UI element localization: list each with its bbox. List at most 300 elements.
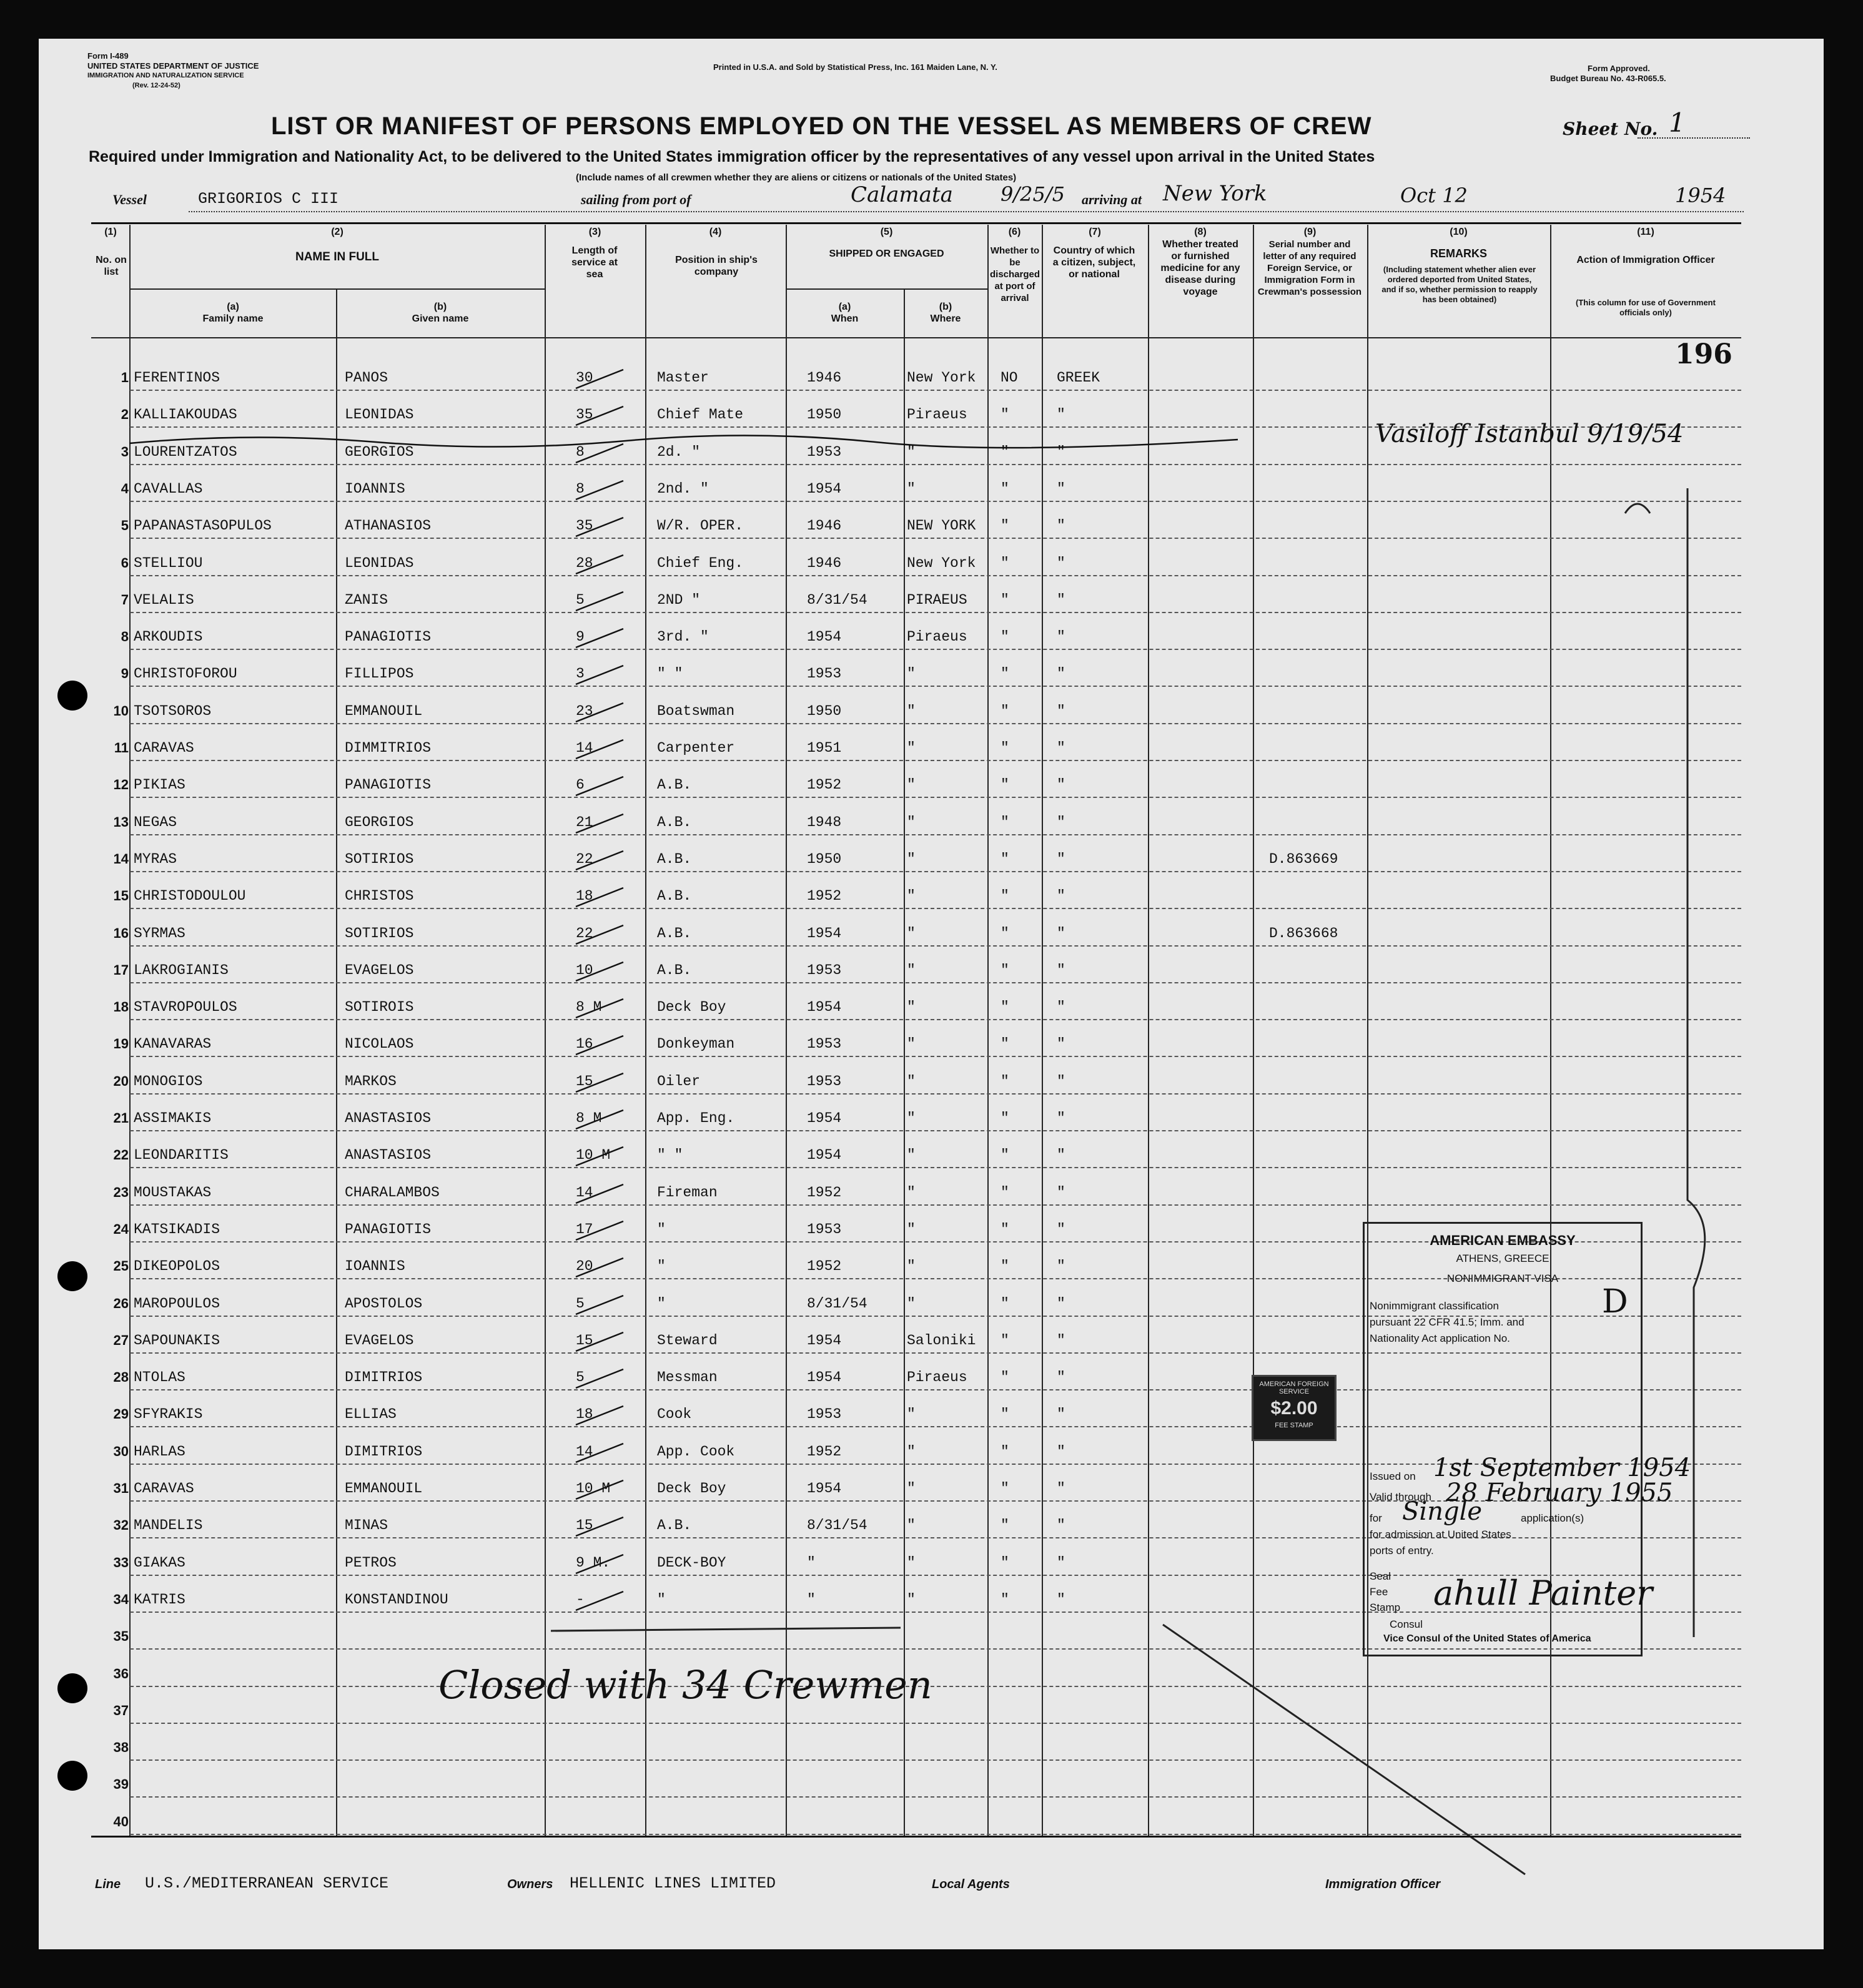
shipped-where: " (907, 740, 916, 756)
family-name: VELALIS (134, 591, 194, 608)
position: " (657, 1258, 666, 1275)
discharge: " (1001, 591, 1009, 608)
family-name: SAPOUNAKIS (134, 1332, 220, 1349)
discharge: " (1001, 1443, 1009, 1460)
col4-header: Position in ship's company (675, 255, 758, 277)
shipped-where: " (907, 1406, 916, 1423)
family-name: PIKIAS (134, 777, 185, 794)
position: " (657, 1295, 666, 1312)
service-length: 6 (576, 777, 585, 794)
given-name: CHARALAMBOS (345, 1184, 440, 1201)
service-length: 17 (576, 1221, 593, 1238)
position: Master (657, 370, 709, 386)
given-name: DIMITRIOS (345, 1443, 423, 1460)
row-number: 22 (113, 1147, 129, 1163)
col9-number: (9) (1303, 227, 1317, 237)
shipped-when: 1946 (807, 370, 842, 386)
service-length: 14 (576, 1184, 593, 1201)
given-name: ANASTASIOS (345, 1147, 432, 1164)
service-length: 3 (576, 666, 585, 682)
family-name: SYRMAS (134, 925, 185, 942)
service-length: - (576, 1591, 585, 1608)
fee-stamp-top: AMERICAN FOREIGN SERVICE (1259, 1380, 1329, 1395)
position: 2ND " (657, 591, 701, 608)
country: GREEK (1057, 370, 1100, 386)
row-number: 1 (121, 370, 129, 385)
discharge: " (1001, 406, 1009, 423)
shipped-where: " (907, 999, 916, 1016)
shipped-when: 1953 (807, 443, 842, 460)
given-name: MARKOS (345, 1073, 397, 1090)
discharge: " (1001, 814, 1009, 830)
family-name: KANAVARAS (134, 1036, 212, 1053)
col7-number: (7) (1089, 227, 1101, 237)
sailing-port: Calamata (851, 182, 953, 207)
punch-hole (57, 1261, 87, 1291)
punch-hole (57, 1673, 87, 1703)
service-length: 8 (576, 480, 585, 497)
given-name: EMMANOUIL (345, 1480, 423, 1497)
country: " (1057, 591, 1065, 608)
pen-marks (39, 39, 1824, 1949)
shipped-when: 1953 (807, 666, 842, 682)
row-number: 6 (121, 554, 129, 571)
department-name: UNITED STATES DEPARTMENT OF JUSTICE (87, 61, 259, 71)
col2b-header: (b) Given name (412, 302, 469, 324)
country: " (1057, 1554, 1065, 1571)
shipped-where: " (907, 1258, 916, 1275)
fee-stamp-value: $2.00 (1270, 1398, 1318, 1419)
country: " (1057, 1036, 1065, 1053)
embassy-pursuant: pursuant 22 CFR 41.5; Imm. and (1370, 1316, 1524, 1328)
shipped-when: 1950 (807, 850, 842, 867)
row-number: 12 (113, 777, 129, 793)
shipped-when: 1954 (807, 1369, 842, 1386)
service-length: 23 (576, 702, 593, 719)
row-number: 24 (113, 1221, 129, 1237)
family-name: PAPANASTASOPULOS (134, 518, 272, 534)
family-name: MONOGIOS (134, 1073, 203, 1090)
action-number: 196 (1675, 338, 1732, 370)
col5-number: (5) (880, 227, 893, 237)
row-number: 18 (113, 999, 129, 1015)
given-name: APOSTOLOS (345, 1295, 423, 1312)
shipped-when: 1954 (807, 480, 842, 497)
discharge: " (1001, 480, 1009, 497)
service-length: 8 (576, 443, 585, 460)
col2a-header: (a) Family name (202, 302, 264, 324)
position: Oiler (657, 1073, 701, 1090)
shipped-where: " (907, 888, 916, 905)
shipped-when: " (807, 1591, 816, 1608)
country: " (1057, 1406, 1065, 1423)
shipped-when: " (807, 1554, 816, 1571)
col11-header: Action of Immigration Officer (1576, 255, 1715, 265)
printer-note: Printed in U.S.A. and Sold by Statistical Press, Inc. 161 Maiden Lane, N. Y. (713, 62, 997, 72)
country: " (1057, 1517, 1065, 1534)
given-name: IOANNIS (345, 1258, 405, 1275)
service-length: 15 (576, 1073, 593, 1090)
family-name: ARKOUDIS (134, 629, 203, 646)
row-number: 19 (113, 1036, 129, 1052)
col11-note: (This column for use of Government officials only) (1576, 298, 1716, 317)
col8-number: (8) (1194, 227, 1207, 237)
service-length: 16 (576, 1036, 593, 1053)
discharge: " (1001, 777, 1009, 794)
given-name: PANAGIOTIS (345, 1221, 432, 1238)
position: Deck Boy (657, 999, 726, 1016)
shipped-where: " (907, 1184, 916, 1201)
embassy-classification: Nonimmigrant classification (1370, 1300, 1499, 1312)
row-number: 20 (113, 1073, 129, 1089)
budget-number: Budget Bureau No. 43-R065.5. (1550, 74, 1666, 83)
shipped-when: 1952 (807, 1443, 842, 1460)
family-name: STAVROPOULOS (134, 999, 237, 1016)
shipped-when: 1952 (807, 1258, 842, 1275)
service-length: 5 (576, 591, 585, 608)
shipped-when: 1953 (807, 1406, 842, 1423)
arriving-label: arriving at (1082, 192, 1142, 207)
shipped-when: 1952 (807, 1184, 842, 1201)
country: " (1057, 1147, 1065, 1164)
shipped-when: 1946 (807, 518, 842, 534)
vessel-name: GRIGORIOS C III (198, 190, 339, 208)
shipped-where: New York (907, 370, 976, 386)
position: Carpenter (657, 740, 735, 756)
col5a-header: (a) When (831, 302, 859, 324)
discharge: " (1001, 666, 1009, 682)
shipped-where: Piraeus (907, 406, 967, 423)
row-number: 35 (113, 1628, 129, 1645)
discharge: " (1001, 1369, 1009, 1386)
given-name: NICOLAOS (345, 1036, 414, 1053)
discharge: " (1001, 1517, 1009, 1534)
discharge: " (1001, 1554, 1009, 1571)
embassy-visa-stamp (1363, 1222, 1691, 1656)
given-name: ANASTASIOS (345, 1110, 432, 1126)
service-length: 22 (576, 925, 593, 942)
given-name: ATHANASIOS (345, 518, 432, 534)
shipped-where: " (907, 1443, 916, 1460)
col3-number: (3) (588, 227, 601, 237)
discharge: " (1001, 1184, 1009, 1201)
row-number: 36 (113, 1665, 129, 1681)
position: Boatswman (657, 702, 735, 719)
discharge: " (1001, 1591, 1009, 1608)
country: " (1057, 1443, 1065, 1460)
service-length: 8 M (576, 1110, 602, 1126)
row-number: 11 (114, 740, 129, 755)
service-length: 10 M (576, 1147, 611, 1164)
family-name: KALLIAKOUDAS (134, 406, 237, 423)
shipped-where: " (907, 666, 916, 682)
footer-line-value: U.S./MEDITERRANEAN SERVICE (145, 1874, 389, 1892)
country: " (1057, 406, 1065, 423)
service-length: 15 (576, 1517, 593, 1534)
footer-owners-label: Owners (507, 1877, 553, 1891)
service-length: 35 (576, 406, 593, 423)
given-name: GEORGIOS (345, 814, 414, 830)
country: " (1057, 1591, 1065, 1608)
country: " (1057, 480, 1065, 497)
shipped-where: PIRAEUS (907, 591, 967, 608)
row-number: 4 (121, 480, 129, 496)
shipped-where: Piraeus (907, 1369, 967, 1386)
shipped-when: 1952 (807, 888, 842, 905)
col10-note: (Including statement whether alien ever ordered deported from United States, and if so, whether permission to reapply has been obtained) (1381, 265, 1538, 304)
shipped-when: 1953 (807, 1073, 842, 1090)
discharge: " (1001, 518, 1009, 534)
form-approval: Form Approved. (1588, 64, 1650, 73)
shipped-when: 1950 (807, 406, 842, 423)
col6-number: (6) (1008, 227, 1021, 237)
family-name: FERENTINOS (134, 370, 220, 386)
position: Donkeyman (657, 1036, 735, 1053)
position: 2d. " (657, 443, 701, 460)
given-name: PANAGIOTIS (345, 629, 432, 646)
embassy-valid-value: 28 February 1955 (1446, 1479, 1673, 1507)
given-name: DIMITRIOS (345, 1369, 423, 1386)
embassy-ports: ports of entry. (1370, 1545, 1434, 1557)
arriving-port: New York (1163, 181, 1267, 206)
position: Chief Mate (657, 406, 744, 423)
country: " (1057, 629, 1065, 646)
form-number: Form I-489 (87, 51, 129, 61)
service-length: 28 (576, 554, 593, 571)
position: 3rd. " (657, 629, 709, 646)
shipped-where: " (907, 480, 916, 497)
given-name: KONSTANDINOU (345, 1591, 448, 1608)
given-name: SOTIROIS (345, 999, 414, 1016)
given-name: PANAGIOTIS (345, 777, 432, 794)
given-name: SOTIRIOS (345, 925, 414, 942)
row-number: 33 (113, 1554, 129, 1570)
position: A.B. (657, 925, 692, 942)
shipped-when: 1946 (807, 554, 842, 571)
shipped-when: 1954 (807, 629, 842, 646)
row-number: 34 (113, 1591, 129, 1607)
country: " (1057, 1295, 1065, 1312)
col6-header: Whether to be discharged at port of arrival (989, 245, 1040, 303)
document-title: LIST OR MANIFEST OF PERSONS EMPLOYED ON THE VESSEL AS MEMBERS OF CREW (271, 112, 1372, 140)
family-name: DIKEOPOLOS (134, 1258, 220, 1275)
service-length: 30 (576, 370, 593, 386)
country: " (1057, 1258, 1065, 1275)
family-name: LOURENTZATOS (134, 443, 237, 460)
embassy-nationality: Nationality Act application No. (1370, 1332, 1510, 1344)
shipped-when: 1954 (807, 999, 842, 1016)
country: " (1057, 554, 1065, 571)
position: A.B. (657, 777, 692, 794)
family-name: CARAVAS (134, 740, 194, 756)
row-number: 30 (113, 1443, 129, 1459)
row-number: 26 (113, 1295, 129, 1311)
family-name: CARAVAS (134, 1480, 194, 1497)
family-name: CHRISTOFOROU (134, 666, 237, 682)
embassy-vice-consul: Vice Consul of the United States of America (1383, 1633, 1591, 1644)
embassy-line1: AMERICAN EMBASSY (1430, 1233, 1576, 1248)
shipped-where: " (907, 1073, 916, 1090)
col5b-header: (b) Where (930, 302, 961, 324)
shipped-where: Saloniki (907, 1332, 976, 1349)
col9-header: Serial number and letter of any required Foreign Service, or Immigration Form in Crewman's possession (1257, 239, 1362, 297)
position: " (657, 1221, 666, 1238)
row-number: 13 (113, 814, 129, 830)
sailing-label: sailing from port of (581, 192, 691, 207)
discharge: " (1001, 1258, 1009, 1275)
discharge: " (1001, 850, 1009, 867)
shipped-where: New York (907, 554, 976, 571)
shipped-where: " (907, 1110, 916, 1126)
shipped-when: 8/31/54 (807, 591, 867, 608)
family-name: MANDELIS (134, 1517, 203, 1534)
position: Fireman (657, 1184, 718, 1201)
row-number: 25 (113, 1258, 129, 1274)
shipped-where: " (907, 1480, 916, 1497)
row-number: 23 (113, 1184, 129, 1200)
document-subtitle: Required under Immigration and Nationality Act, to be delivered to the United States immigration officer by the representatives of any vessel upon arrival in the United States (89, 148, 1375, 165)
country: " (1057, 888, 1065, 905)
shipped-where: NEW YORK (907, 518, 976, 534)
family-name: KATSIKADIS (134, 1221, 220, 1238)
family-name: LEONDARITIS (134, 1147, 229, 1164)
position: Messman (657, 1369, 718, 1386)
family-name: STELLIOU (134, 554, 203, 571)
shipped-where: " (907, 814, 916, 830)
discharge: " (1001, 629, 1009, 646)
service-length: 14 (576, 740, 593, 756)
given-name: EVAGELOS (345, 1332, 414, 1349)
embassy-stamp-label: Stamp (1370, 1602, 1401, 1613)
embassy-line2: ATHENS, GREECE (1456, 1252, 1549, 1264)
country: " (1057, 1480, 1065, 1497)
discharge: " (1001, 1110, 1009, 1126)
country: " (1057, 1073, 1065, 1090)
given-name: FILLIPOS (345, 666, 414, 682)
discharge: NO (1001, 370, 1018, 386)
discharge: " (1001, 1480, 1009, 1497)
position: W/R. OPER. (657, 518, 744, 534)
position: A.B. (657, 850, 692, 867)
discharge: " (1001, 999, 1009, 1016)
country: " (1057, 1221, 1065, 1238)
remark-row3: Vasiloff Istanbul 9/19/54 (1375, 420, 1684, 448)
row-number: 10 (113, 702, 129, 719)
service-length: 22 (576, 850, 593, 867)
row-number: 2 (121, 406, 129, 423)
country: " (1057, 1369, 1065, 1386)
family-name: KATRIS (134, 1591, 185, 1608)
position: " " (657, 1147, 683, 1164)
row-number: 3 (121, 443, 129, 460)
row-number: 28 (113, 1369, 129, 1385)
service-length: 10 M (576, 1480, 611, 1497)
arrival-date: Oct 12 (1400, 184, 1468, 207)
row-number: 29 (113, 1406, 129, 1422)
service-length: 8 M (576, 999, 602, 1016)
position: App. Eng. (657, 1110, 735, 1126)
shipped-where: " (907, 777, 916, 794)
row-number: 32 (113, 1517, 129, 1533)
shipped-where: " (907, 850, 916, 867)
given-name: EMMANOUIL (345, 702, 423, 719)
service-length: 18 (576, 1406, 593, 1423)
position: A.B. (657, 888, 692, 905)
row-number: 16 (113, 925, 129, 941)
service-length: 35 (576, 518, 593, 534)
discharge: " (1001, 925, 1009, 942)
closed-note: Closed with 34 Crewmen (438, 1662, 932, 1708)
service-length: 9 M. (576, 1554, 611, 1571)
col11-number: (11) (1637, 227, 1654, 237)
footer-officer-label: Immigration Officer (1325, 1877, 1441, 1891)
discharge: " (1001, 702, 1009, 719)
country: " (1057, 740, 1065, 756)
position: 2nd. " (657, 480, 709, 497)
row-number: 40 (113, 1813, 129, 1829)
form-revision: (Rev. 12-24-52) (132, 82, 180, 89)
row-number: 38 (113, 1740, 129, 1756)
discharge: " (1001, 962, 1009, 978)
embassy-issued-value: 1st September 1954 (1433, 1454, 1691, 1482)
service-name: IMMIGRATION AND NATURALIZATION SERVICE (87, 72, 244, 79)
position: App. Cook (657, 1443, 735, 1460)
family-name: NEGAS (134, 814, 177, 830)
col10-header: REMARKS (1430, 247, 1487, 260)
service-length: 18 (576, 888, 593, 905)
position: Deck Boy (657, 1480, 726, 1497)
family-name: CHRISTODOULOU (134, 888, 246, 905)
crew-note: (Include names of all crewmen whether they are aliens or citizens or nationals of the United States) (576, 172, 1017, 183)
consul-signature: ahull Painter (1433, 1573, 1653, 1613)
given-name: PETROS (345, 1554, 397, 1571)
row-number: 31 (113, 1480, 129, 1496)
row-number: 17 (113, 962, 129, 978)
embassy-issued-label: Issued on (1370, 1470, 1416, 1482)
position: Cook (657, 1406, 692, 1423)
col1-header: No. on list (96, 255, 127, 277)
fee-stamp-bottom: FEE STAMP (1275, 1422, 1313, 1429)
family-name: MOUSTAKAS (134, 1184, 212, 1201)
position: DECK-BOY (657, 1554, 726, 1571)
discharge: " (1001, 1221, 1009, 1238)
shipped-when: 1954 (807, 925, 842, 942)
given-name: EVAGELOS (345, 962, 414, 978)
given-name: CHRISTOS (345, 888, 414, 905)
position: Chief Eng. (657, 554, 744, 571)
given-name: PANOS (345, 370, 388, 386)
embassy-class-value: D (1602, 1283, 1628, 1321)
shipped-where: " (907, 1295, 916, 1312)
footer-line-label: Line (95, 1877, 121, 1891)
row-number: 7 (121, 591, 129, 608)
shipped-where: " (907, 1221, 916, 1238)
family-name: ASSIMAKIS (134, 1110, 212, 1126)
embassy-consul: Consul (1390, 1618, 1423, 1630)
service-length: 20 (576, 1258, 593, 1275)
given-name: MINAS (345, 1517, 388, 1534)
country: " (1057, 962, 1065, 978)
country: " (1057, 1332, 1065, 1349)
country: " (1057, 1110, 1065, 1126)
service-length: 14 (576, 1443, 593, 1460)
service-length: 5 (576, 1369, 585, 1386)
serial-number: D.863669 (1269, 850, 1338, 867)
position: A.B. (657, 1517, 692, 1534)
embassy-fee: Fee (1370, 1586, 1388, 1598)
row-number: 21 (113, 1110, 129, 1126)
shipped-where: " (907, 1147, 916, 1164)
